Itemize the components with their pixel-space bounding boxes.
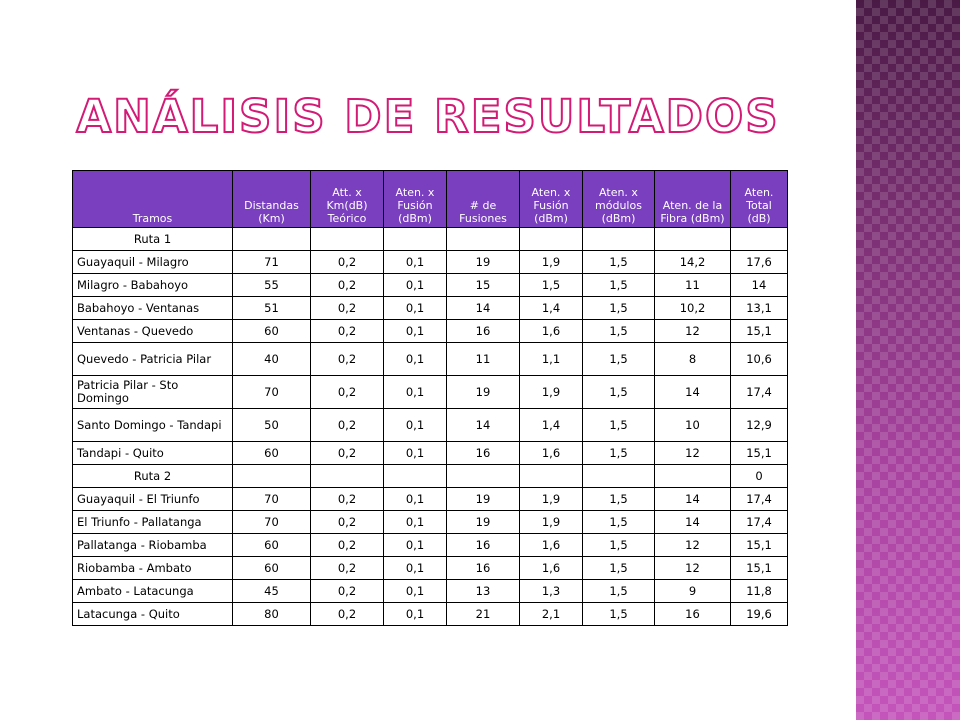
value-cell: 1,5: [583, 557, 655, 580]
table-row: [73, 488, 788, 511]
value-cell: 19: [447, 251, 520, 274]
table-row: [73, 603, 788, 626]
value-cell: 17,4: [731, 488, 788, 511]
value-cell: 1,5: [583, 580, 655, 603]
value-cell: 13,1: [731, 297, 788, 320]
value-cell: 45: [233, 580, 311, 603]
value-cell: 1,6: [520, 442, 583, 465]
value-cell: 14: [655, 511, 731, 534]
value-cell: 19: [447, 511, 520, 534]
route-header-row: [73, 465, 788, 488]
value-cell: 1,5: [583, 320, 655, 343]
value-cell: 40: [233, 343, 311, 376]
value-cell: 1,5: [583, 376, 655, 409]
value-cell: 8: [655, 343, 731, 376]
value-cell: 14: [447, 409, 520, 442]
value-cell: 16: [447, 534, 520, 557]
value-cell: 0,2: [311, 297, 384, 320]
value-cell: 1,4: [520, 409, 583, 442]
table-row: [73, 274, 788, 297]
value-cell: 0,1: [384, 251, 447, 274]
value-cell: 1,3: [520, 580, 583, 603]
header-cell: Aten. de la Fibra (dBm): [655, 171, 731, 228]
value-cell: 21: [447, 603, 520, 626]
value-cell: 10,6: [731, 343, 788, 376]
value-cell: [731, 228, 788, 251]
value-cell: 0,1: [384, 343, 447, 376]
table-row: [73, 376, 788, 409]
value-cell: 0,2: [311, 534, 384, 557]
table-row: [73, 511, 788, 534]
decorative-side-band: [856, 0, 960, 720]
header-cell: Att. x Km(dB) Teórico: [311, 171, 384, 228]
value-cell: [655, 465, 731, 488]
table-row: [73, 251, 788, 274]
results-table-container: [72, 170, 788, 626]
tramo-cell: Milagro - Babahoyo: [73, 274, 233, 297]
value-cell: 0,1: [384, 274, 447, 297]
value-cell: [447, 228, 520, 251]
value-cell: 0,1: [384, 488, 447, 511]
value-cell: 1,5: [583, 534, 655, 557]
value-cell: [520, 228, 583, 251]
value-cell: 10,2: [655, 297, 731, 320]
value-cell: 11: [447, 343, 520, 376]
value-cell: 60: [233, 534, 311, 557]
value-cell: 2,1: [520, 603, 583, 626]
header-cell: Aten. Total (dB): [731, 171, 788, 228]
tramo-cell: Babahoyo - Ventanas: [73, 297, 233, 320]
value-cell: [520, 465, 583, 488]
value-cell: 0,1: [384, 297, 447, 320]
value-cell: 0,2: [311, 251, 384, 274]
value-cell: 0,2: [311, 580, 384, 603]
value-cell: 1,4: [520, 297, 583, 320]
value-cell: 1,5: [583, 297, 655, 320]
value-cell: 1,9: [520, 488, 583, 511]
value-cell: 71: [233, 251, 311, 274]
results-table: [72, 170, 788, 626]
value-cell: [384, 465, 447, 488]
header-cell: # de Fusiones: [447, 171, 520, 228]
tramo-cell: Ambato - Latacunga: [73, 580, 233, 603]
value-cell: 16: [447, 320, 520, 343]
tramo-cell: Ruta 1: [73, 228, 233, 251]
value-cell: 1,6: [520, 534, 583, 557]
value-cell: 0,1: [384, 580, 447, 603]
table-header-row: [73, 171, 788, 228]
value-cell: 0,1: [384, 376, 447, 409]
value-cell: [311, 465, 384, 488]
value-cell: 1,5: [583, 343, 655, 376]
value-cell: 17,4: [731, 511, 788, 534]
value-cell: 1,5: [583, 409, 655, 442]
value-cell: 15,1: [731, 557, 788, 580]
value-cell: 15,1: [731, 534, 788, 557]
value-cell: 12,9: [731, 409, 788, 442]
value-cell: [655, 228, 731, 251]
value-cell: [583, 465, 655, 488]
tramo-cell: Tandapi - Quito: [73, 442, 233, 465]
value-cell: [583, 228, 655, 251]
value-cell: 0,1: [384, 534, 447, 557]
tramo-cell: Quevedo - Patricia Pilar: [73, 343, 233, 376]
header-cell: Aten. x Fusión (dBm): [384, 171, 447, 228]
tramo-cell: Ventanas - Quevedo: [73, 320, 233, 343]
value-cell: 60: [233, 320, 311, 343]
value-cell: 15,1: [731, 442, 788, 465]
value-cell: 16: [447, 557, 520, 580]
value-cell: 60: [233, 557, 311, 580]
tramo-cell: Santo Domingo - Tandapi: [73, 409, 233, 442]
value-cell: 19,6: [731, 603, 788, 626]
value-cell: 11: [655, 274, 731, 297]
value-cell: 0,1: [384, 557, 447, 580]
value-cell: 13: [447, 580, 520, 603]
value-cell: 16: [655, 603, 731, 626]
value-cell: 0,2: [311, 320, 384, 343]
tramo-cell: Patricia Pilar - Sto Domingo: [73, 376, 233, 409]
value-cell: 70: [233, 488, 311, 511]
value-cell: 0,2: [311, 442, 384, 465]
route-header-row: [73, 228, 788, 251]
value-cell: 12: [655, 534, 731, 557]
header-cell: Aten. x módulos (dBm): [583, 171, 655, 228]
table-row: [73, 343, 788, 376]
value-cell: 50: [233, 409, 311, 442]
value-cell: 55: [233, 274, 311, 297]
table-row: [73, 442, 788, 465]
value-cell: 19: [447, 488, 520, 511]
value-cell: 14: [447, 297, 520, 320]
value-cell: 10: [655, 409, 731, 442]
value-cell: 1,5: [583, 488, 655, 511]
value-cell: 1,6: [520, 557, 583, 580]
value-cell: 1,5: [520, 274, 583, 297]
tramo-cell: Pallatanga - Riobamba: [73, 534, 233, 557]
value-cell: [233, 465, 311, 488]
value-cell: 16: [447, 442, 520, 465]
table-row: [73, 320, 788, 343]
value-cell: 0,2: [311, 376, 384, 409]
value-cell: 1,5: [583, 442, 655, 465]
value-cell: 12: [655, 320, 731, 343]
table-row: [73, 534, 788, 557]
value-cell: 80: [233, 603, 311, 626]
value-cell: [233, 228, 311, 251]
tramo-cell: Latacunga - Quito: [73, 603, 233, 626]
value-cell: 1,6: [520, 320, 583, 343]
value-cell: 0,1: [384, 409, 447, 442]
value-cell: 1,9: [520, 251, 583, 274]
value-cell: 1,5: [583, 274, 655, 297]
value-cell: 12: [655, 442, 731, 465]
value-cell: 17,6: [731, 251, 788, 274]
value-cell: 14: [655, 376, 731, 409]
value-cell: 0,2: [311, 557, 384, 580]
value-cell: 51: [233, 297, 311, 320]
value-cell: 0,2: [311, 343, 384, 376]
value-cell: 0,2: [311, 603, 384, 626]
value-cell: 70: [233, 376, 311, 409]
value-cell: 9: [655, 580, 731, 603]
value-cell: 1,5: [583, 511, 655, 534]
table-row: [73, 557, 788, 580]
table-row: [73, 409, 788, 442]
value-cell: [384, 228, 447, 251]
value-cell: 11,8: [731, 580, 788, 603]
value-cell: 0,1: [384, 442, 447, 465]
value-cell: 14,2: [655, 251, 731, 274]
value-cell: 14: [731, 274, 788, 297]
tramo-cell: El Triunfo - Pallatanga: [73, 511, 233, 534]
value-cell: 0,1: [384, 511, 447, 534]
value-cell: 60: [233, 442, 311, 465]
value-cell: [311, 228, 384, 251]
tramo-cell: Guayaquil - Milagro: [73, 251, 233, 274]
header-cell: Distandas (Km): [233, 171, 311, 228]
value-cell: 0,1: [384, 320, 447, 343]
header-cell: Tramos: [73, 171, 233, 228]
value-cell: 1,9: [520, 376, 583, 409]
value-cell: 0,2: [311, 409, 384, 442]
value-cell: 14: [655, 488, 731, 511]
value-cell: 0,1: [384, 603, 447, 626]
value-cell: 0,2: [311, 488, 384, 511]
table-row: [73, 297, 788, 320]
tramo-cell: Guayaquil - El Triunfo: [73, 488, 233, 511]
tramo-cell: Riobamba - Ambato: [73, 557, 233, 580]
value-cell: 70: [233, 511, 311, 534]
value-cell: 15: [447, 274, 520, 297]
value-cell: 0: [731, 465, 788, 488]
value-cell: 12: [655, 557, 731, 580]
value-cell: 0,2: [311, 511, 384, 534]
value-cell: 1,9: [520, 511, 583, 534]
value-cell: 17,4: [731, 376, 788, 409]
slide-title: ANÁLISIS DE RESULTADOS: [76, 90, 780, 143]
value-cell: 1,5: [583, 251, 655, 274]
value-cell: 1,1: [520, 343, 583, 376]
value-cell: 0,2: [311, 274, 384, 297]
value-cell: [447, 465, 520, 488]
value-cell: 15,1: [731, 320, 788, 343]
value-cell: 19: [447, 376, 520, 409]
header-cell: Aten. x Fusión (dBm): [520, 171, 583, 228]
tramo-cell: Ruta 2: [73, 465, 233, 488]
value-cell: 1,5: [583, 603, 655, 626]
table-body: [73, 228, 788, 626]
table-row: [73, 580, 788, 603]
